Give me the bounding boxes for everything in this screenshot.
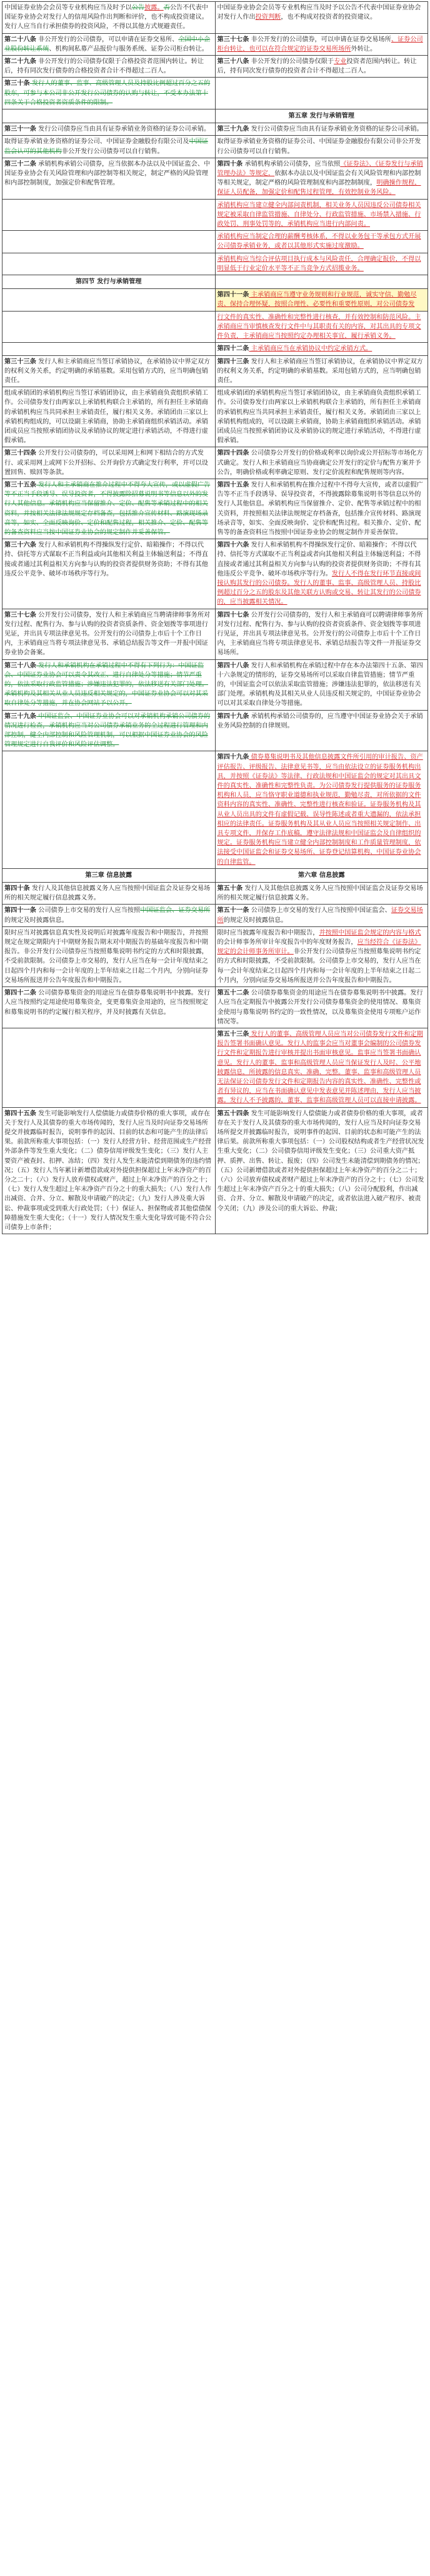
- article-number: 第五十三条: [217, 1030, 249, 1038]
- article-number: 第三十二条: [4, 160, 36, 168]
- table-row: [2, 355, 428, 387]
- new-text-cell: [215, 355, 428, 387]
- clause-text: 组成承销团的承销机构应当签订承销团协议，由主承销商负责组织承销工作。: [4, 390, 208, 407]
- clause-text: 前款所称重大事项包括：: [242, 1138, 313, 1146]
- article-number: 第三十三条: [4, 358, 36, 365]
- new-text-cell: [215, 343, 428, 355]
- clause-text: 投资者范围内转让。转让后，持有同次发行债券的投资者合计不得超过二百人。: [217, 58, 417, 75]
- clause-text: 限时应当对披露信息真实性及说明后对披露年度报告和中期报告，并按照规定在规定期限内于中期财务报告期末对中期报告的基础年度报告和中期报告。: [4, 929, 208, 956]
- clause-text: 公开发行公司债券的，发行人和主承销商可以聘请律师事务所对发行过程、配售行为、参与认购的投资者资质条件、资金划拨等事项进行见证，并出具专项法律意见书。公开发行的公司债券上市后十个工作日内，主承销商应当将专项法律意见书、承销总结报告等文件一并报证券交易场所。: [217, 611, 423, 657]
- clause-text: 公告: [131, 4, 145, 11]
- clause-text: 证券交易场所: [217, 907, 423, 924]
- new-text-cell: [215, 387, 428, 447]
- article-number: 第三十四条: [4, 450, 36, 457]
- old-text-cell: [2, 479, 216, 539]
- table-row: [2, 868, 428, 882]
- article-number: 第三十九条: [217, 126, 249, 133]
- article-number: 第五十一条: [217, 907, 249, 915]
- article-number: 第三十条: [4, 80, 30, 88]
- article-number: 第四十四条: [217, 450, 249, 457]
- table-row: [2, 1107, 428, 1234]
- new-text-cell: [215, 905, 428, 926]
- new-text-cell: [215, 136, 428, 158]
- clause-text: 发行人和承销机构在承销过程中不得有下列行为：中国证监会、中国证券业协会可以责令其改正、进行自律处分等措施；情节严重的，依法采取行政监管措施；涉嫌违法犯罪的，依法移送有关部门处理。承销机构及其相关从业人员违反相关规定的，中国证券业协会可以对其采取自律处分等措施，并在协会网站予以公开。: [4, 662, 208, 707]
- article-number: 第五十二条: [217, 990, 249, 997]
- clause-text: 明确操作规程，保证人员配备，加强定价和配售过程管理，有效控制业务风险。: [217, 180, 421, 196]
- regulation-comparison-table: [2, 1, 428, 1234]
- table-row: [2, 447, 428, 479]
- clause-text: 承销机构应当综合评估项目执行成本与风险责任，合理确定报价，不得以明显低于行业定价水平等不正当竞争方式招揽业务。: [217, 255, 421, 272]
- clause-text: 行文件的真实性、准确性和完整性进行核查，并有效控制和防范风险。主承销商应当审慎核查发行文件中与其职责有关的内容，对其出具的专项文件负责，主承销商应当按照约定办理相关事宜，履行承销义务。: [217, 313, 421, 340]
- old-text-cell: [2, 33, 216, 55]
- clause-text: 外转让。: [351, 45, 377, 53]
- article-number: 第三十六条: [4, 542, 36, 549]
- new-text-cell: [215, 1028, 428, 1107]
- clause-text: 非公开发行的公司债券，可以申请在证券交易所、: [36, 36, 179, 43]
- article-number: 第五十条: [217, 885, 243, 893]
- clause-text: 公司债券募集资金的用途应当在债券募集说明书中披露。发行人应当按照约定用途使用募集资金，变更募集资金用途的，应当按照规定和募集说明书的约定履行相关程序，并及时披露有关信息。: [4, 990, 211, 1016]
- old-text-cell: [2, 231, 216, 253]
- new-text-cell: [215, 659, 428, 710]
- table-row: [2, 926, 428, 986]
- old-text-cell: [2, 883, 216, 905]
- clause-text: 披露。: [144, 4, 164, 11]
- clause-text: （一）公司股权结构或者生产经营状况发生重大变化；（二）公司债券信用评级发生变化；（三）公司重大资产抵押、质押、出售、转让、报废；（四）公司发生未能清偿到期债务的情况；（五）公司新增借款或者对外提供担保超过上年末净资产的百分之二十；（六）公司放弃债权或者财产超过上年末净资产的百分之十；（七）公司发生超过上年末净资产百分之十的重大损失；（八）公司分配股利，作出减资、合并、分立、解散及申请破产的决定，或者依法进入破产程序、被责令关闭；（九）涉及公司的重大诉讼、仲裁；: [217, 1138, 424, 1212]
- table-row: [2, 539, 428, 609]
- clause-text: 非公开发行公司债券应当按照募集说明书约定的方式和时限披露，不受前款限制。公司债券上市交易的，发行人应当在每一会计年度结束之日起四个月内和每一会计年度的上半年结束之日起二个月内，分别向证券交易场所报送并公告年度报告和中期报告。: [217, 948, 421, 984]
- article-number: 第四十六条: [217, 542, 249, 549]
- old-text-cell: [2, 447, 216, 479]
- old-text-cell: [2, 609, 216, 659]
- old-text-cell: [2, 343, 216, 355]
- clause-text: 主承销商应当在承销协议中约定承销方式。: [249, 345, 372, 353]
- clause-text: 发行人和主承销商在推介过程中不得夸大宣传，或以虚假广告等不正当手段诱导、误导投资者，不得披露除招募说明书等信息以外的发行人其他信息。承销机构应当保留推介、定价、配售等承销过程中的相关资料，并按相关法律法规规定存档备查，包括推介宣传材料、路演现场录音等，如实、全面反映询价、定价和配售过程，相关推介、定价、配售等的备查资料应当按中国证券业协会的规定制作并妥善保管。: [4, 481, 211, 536]
- chapter-heading-new: 第六章 信息披露: [215, 868, 428, 882]
- clause-text: 发生可能影响发行人偿债能力或者债券价格的重大事项，或者存在关于发行人及其债券的重大市场传闻的，发行人应当及时向证券交易场所提交并披露临时报告，说明事件的起因、目前的状态和可能产生的法律后果。: [217, 1110, 423, 1146]
- clause-text: 中国证监会、中国证券业协会可以对承销机构承销公司债券的情况进行检查，承销机构应当对公司债券承销业务的全过程进行管理和内部控制，健全内部控制和风险管理机制，可以根据中国证券业协会的风险管理规定进行自我评价和风险评估调整。: [4, 712, 211, 749]
- clause-text: 限时应当披露年度报告和中期报告，: [217, 929, 319, 936]
- clause-text: 发行人及其他信息披露义务人应当按照中国证监会及证券交易场所的相关规定履行信息披露义务。: [4, 885, 211, 902]
- table-row: [2, 987, 428, 1028]
- table-row: [2, 199, 428, 231]
- table-row: [2, 33, 428, 55]
- clause-text: 发行人和主承销商应当签订承销协议，在承销协议中界定双方的权利义务关系，约定明确的承销基数。采用包销方式的，应当明确包销责任。: [217, 358, 423, 384]
- clause-text: 非公开发行公司债券可以自行销售。: [61, 148, 164, 155]
- article-number: 第四十一条: [4, 907, 36, 915]
- clause-text: 否: [163, 4, 170, 11]
- table-row: [2, 710, 428, 751]
- clause-text: 公告不代表中国证券业协会对发行人的信用风险作出判断和评价，也不构成投资建议。: [4, 4, 208, 21]
- clause-text: 、证券公司柜台转让，也可以在符合规定的证券交易所场所: [217, 36, 423, 53]
- old-text-cell: [2, 659, 216, 710]
- new-text-cell: [215, 2, 428, 34]
- clause-text: 公司债券发行由两家以上承销机构联合主承销的，所有担任主承销商的承销机构应当共同承担主承销责任，履行相关义务。承销团由三家以上承销机构组成的，可以设副主承销商，协助主承销商组织承销活动。承销团成员应当按照承销团协议及承销协议的规定进行承销活动，不得进行虚假承销。: [4, 399, 208, 445]
- new-text-cell: [215, 231, 428, 253]
- old-text-cell: [2, 905, 216, 926]
- article-number: 第三十七条: [217, 36, 249, 43]
- article-number: 第四十八条: [217, 662, 249, 669]
- table-row: [2, 275, 428, 289]
- table-row: [2, 751, 428, 868]
- article-number: 第二十九条: [4, 58, 36, 66]
- new-text-cell: [215, 289, 428, 311]
- table-row: [2, 109, 428, 123]
- clause-text: 承销机构承销公司债券的，应当遵守中国证券业协会关于承销业务风险控制的自律规则。: [217, 712, 423, 729]
- new-text-cell: [215, 158, 428, 199]
- table-row: [2, 1028, 428, 1107]
- clause-text: 前款所称重大事项包括：: [17, 1138, 88, 1146]
- new-text-cell: [215, 275, 428, 289]
- clause-text: 组成承销团的承销机构应当签订承销团协议，由主承销商负责组织承销工作。公司债券发行由两家以上承销机构联合主承销的，所有担任主承销商的承销机构应当共同承担主承销责任，履行相关义务。承销团由三家以上承销机构组成的，可以设副主承销商，协助主承销商组织承销活动。承销团成员应当按照承销团协议及承销协议的规定进行承销活动，不得进行虚假承销。: [217, 390, 421, 445]
- clause-text: 承销机构应当制定合理的薪酬考核体系，不得以业务包干等承包方式开展公司债券承销业务，或者以其他形式实施过度激励。: [217, 233, 421, 250]
- article-number: 第三十九条: [4, 712, 36, 720]
- clause-text: 发行人和承销机构不得操纵发行定价、暗箱操作；不得以代持、信托等方式谋取不正当利益或向其他相关利益主体输送利益；不得直接或者通过其利益相关方向参与认购的投资者提供财务资助；不得有其他违反公平竞争、破坏市场秩序等行为。: [4, 542, 208, 577]
- article-number: 第三十八条: [4, 662, 36, 669]
- new-text-cell: [215, 710, 428, 751]
- article-number: 第四十二条: [4, 990, 36, 997]
- old-text-cell: [2, 199, 216, 231]
- table-row: [2, 123, 428, 136]
- clause-text: 发行公司债券应当由具有证券承销业务资格的证券公司承销。: [36, 126, 211, 133]
- old-text-cell: [2, 78, 216, 109]
- new-text-cell: [215, 199, 428, 231]
- old-text-cell: [2, 355, 216, 387]
- clause-text: 中国证监会认可的其他机构: [4, 138, 208, 155]
- article-number: 第三十七条: [4, 611, 36, 619]
- table-row: [2, 387, 428, 447]
- new-text-cell: [215, 447, 428, 479]
- new-text-cell: [215, 311, 428, 343]
- old-text-cell: [2, 387, 216, 447]
- new-text-cell: [215, 78, 428, 109]
- old-text-cell: [2, 926, 216, 986]
- clause-text: 第四节 发行与承销管理: [76, 278, 142, 286]
- new-text-cell: [215, 479, 428, 539]
- article-number: 第四十一条: [217, 292, 249, 299]
- clause-text: 非公开发行公司债券应当按照募集说明书约定的方式和时限披露，不受前款限制。公司债券上市交易的，发行人应当在每一会计年度结束之日起四个月内和每一会计年度的上半年结束之日起二个月内，分别向证券交易场所报送并公告年度报告和中期报告。: [4, 948, 208, 984]
- table-row: [2, 253, 428, 275]
- new-text-cell: [215, 1107, 428, 1234]
- clause-text: 中国证券业协会会员等专业机构应当及时予以公告不代表中国证券业协会对发行人作出: [217, 4, 421, 21]
- clause-text: 的会计师事务所审计年度报告中的年度财务报告，: [217, 939, 358, 946]
- old-text-cell: [2, 158, 216, 199]
- article-number: 第四十七条: [217, 611, 249, 619]
- article-number: 第四十条: [4, 885, 30, 893]
- table-row: [2, 231, 428, 253]
- new-text-cell: [215, 56, 428, 78]
- old-text-cell: [2, 289, 216, 311]
- clause-text: 发行人和承销机构在推介过程中不得夸大宣传，或者以虚假广告等不正当手段诱导、误导投资者，不得披露除募集说明书等信息以外的发行人其他信息。承销机构应当保留推介、定价、配售等承销过程中的相关资料，并按照相关法律法规规定存档备查，包括推介宣传材料、路演现场录音等，如实、全面反映询价、定价和配售过程。相关推介、定价、配售等的备查资料应当按照中国证券业协会的规定制作并妥善保管。: [217, 481, 423, 536]
- table-row: [2, 56, 428, 78]
- table-row: [2, 289, 428, 311]
- clause-text: 中国证券业协会会员等专业机构应当及时予以: [4, 4, 132, 11]
- clause-text: 发行人不得在发行环节直接或间接认购其发行的公司债券。发行人的董事、监事、高级管理人员、持股比例超过百分之五的股东及其他关联方认购或交易、转让其发行的公司债券的，应当披露相关情况。: [217, 570, 421, 606]
- table-row: [2, 883, 428, 905]
- old-text-cell: [2, 2, 216, 34]
- clause-text: 取得证券承销业务资格的证券公司、中国证券金融股份有限公司及: [4, 138, 189, 146]
- old-text-cell: [2, 123, 216, 136]
- old-text-cell: [2, 710, 216, 751]
- article-number: 第四十二条: [217, 345, 249, 353]
- clause-text: 公司债券上市交易的发行人应当按照: [36, 907, 141, 915]
- article-number: 第三十八条: [217, 58, 249, 66]
- clause-text: 发行人的董事、监事、高级管理人员及持股比例超过百分之五的股东，可参与本公司非公开发行公司债券的认购与转让，不受本办法第十四条关于合格投资者资质条件的限制。: [4, 80, 211, 106]
- new-text-cell: [215, 33, 428, 55]
- table-row: [2, 659, 428, 710]
- chapter-heading-old: 第三章 信息披露: [2, 868, 216, 882]
- clause-text: ，也不构成对投资者的投资建议。: [281, 14, 377, 21]
- clause-text: 发行人的董事、高级管理人员应当对公司债券发行文件和定期报告签署书面确认意见。发行人的监事会应当对董事会编制的公司债券发行文件和定期报告进行审核并提出书面审核意见。监事应当签署书面确认意见。发行人的董事、监事和高级管理人员应当保证发行人及时、公平地披露信息，所披露的信息真实、准确、完整。董事、监事和高级管理人员无法保证公司债券发行文件和定期报告内容的真实性、准确性、完整性或者有异议的，应当在书面确认意见中发表意见并陈述理由，发行人应当披露。发行人不予披露的，董事、监事和高级管理人员可以直接申请披露。: [217, 1030, 423, 1105]
- clause-text: 承销机构承销公司债券，应当依照: [242, 160, 341, 168]
- old-text-cell: [2, 987, 216, 1028]
- table-row: [2, 2, 428, 34]
- old-text-cell: [2, 275, 216, 289]
- article-number: 第四十五条: [217, 481, 249, 489]
- table-row: [2, 905, 428, 926]
- clause-text: 的规定及时披露信息。: [223, 916, 288, 924]
- new-text-cell: [215, 926, 428, 986]
- article-number: 第二十八条: [4, 36, 36, 43]
- new-text-cell: [215, 539, 428, 609]
- chapter-heading-new: 第五章 发行与承销管理: [215, 109, 428, 123]
- old-text-cell: [2, 136, 216, 158]
- clause-text: （一）发行人经营方针、经营范围或生产经营外部条件等发生重大变化；（二）债券信用评级发生变化；（三）发行人主要资产被查封、扣押、冻结；（四）发行人发生未能清偿到期债务的违约情况；（五）发行人当年累计新增借款或对外提供担保超过上年末净资产的百分之二十；（六）发行人放弃债权或财产，超过上年末净资产的百分之十；（七）发行人发生超过上年末净资产百分之十的重大损失；（八）发行人作出减资、合并、分立、解散及申请破产的决定；（九）发行人涉及重大诉讼、仲裁事项或受到重大行政处罚；（十）保证人、担保物或者其他偿债保障措施发生重大变化；（十一）发行人情况发生重大变化导致可能不符合公司债券上市条件；: [4, 1138, 212, 1231]
- clause-text: 发行人和承销机构不得操纵发行定价、暗箱操作；不得以代持、信托等方式谋取不正当利益或者向其他相关利益主体输送利益；不得直接或者通过其利益相关方向参与认购的投资者提供财务资助；不得有其他违反公平竞争、破坏市场秩序等行为。: [217, 542, 421, 577]
- clause-text: 债券募集说明书及其他信息披露文件所引用的审计报告、资产评估报告、评级报告、法律意见书等，应当由依法设立的证券服务机构出具，并按照《证券法》等法律、行政法规和中国证监会的规定对其出具文件的真实性、准确性和完整性负责。为公司债券发行提供服务的证券服务机构和人员，应当恪守职业道德和执业规范，勤勉尽责，对所依据的文件资料内容的真实性、准确性、完整性进行核查和验证。证券服务机构及其从业人员出具的文件有虚假记载、误导性陈述或者重大遗漏的，依法承担相应的法律责任。证券服务机构及其从业人员应当按照相关规定制作、出具专项文件，并保存工作底稿，遵守法律法规和中国证监会及自律组织的规定。证券服务机构应当建立健全内部控制制度和工作质量管理制度，依法接受中国证监会和证券交易场所、证券登记结算机构、中国证券业协会的自律监管。: [217, 754, 423, 866]
- clause-text: 公司债券公开发行的价格或利率以询价或公开招标等市场化方式确定。发行人和主承销商应当协商确定公开发行的定价与配售方案并予公告，明确价格或利率确定原则、发行定价流程和配售规则等内容。: [217, 450, 423, 476]
- clause-text: 发行人应当自行承担债券的投资风险，不得以其他方式规避责任。: [4, 23, 189, 31]
- clause-text: 并按照中国证监会规定的内容与格式: [319, 929, 421, 936]
- new-text-cell: [215, 883, 428, 905]
- clause-text: 、机构间私募产品报价与服务系统、证券公司柜台转让。: [49, 45, 208, 53]
- clause-text: 专业: [334, 58, 347, 66]
- article-number: 第四十五条: [4, 1110, 36, 1117]
- clause-text: 发行人和主承销商应当签订承销协议，在承销协议中界定双方的权利义务关系，约定明确的承销基数。采用包销方式的，应当明确包销责任。: [4, 358, 211, 384]
- new-text-cell: [215, 987, 428, 1028]
- old-text-cell: [2, 1028, 216, 1107]
- old-text-cell: [2, 751, 216, 868]
- clause-text: 取得证券承销业务资格的证券公司、中国证券金融股份有限公司非公开发行公司债券可以自行销售。: [217, 138, 421, 155]
- new-text-cell: [215, 751, 428, 868]
- chapter-heading-old: [2, 109, 216, 123]
- clause-text: 公司债券募集资金的用途应当在债券募集说明书中披露。发行人应当在定期报告中披露公开发行公司债券募集资金的使用情况、募集资金使用与募集说明书约定的一致性情况，以及募集资金使用专项账户运作情况等。: [217, 990, 423, 1025]
- table-row: [2, 311, 428, 343]
- clause-text: 发行人及其他信息披露义务人应当按照中国证监会及证券交易场所的相关规定履行信息披露义务。: [217, 885, 423, 902]
- clause-text: 应当经符合《证券法》规定的会计师事务所审计。: [217, 939, 421, 956]
- table-row: [2, 343, 428, 355]
- clause-text: 公开发行公司债券的，可以采用网上和网下相结合的方式发行、或采用网上或网下公开招标、公开询价方式确定发行利率，并可以设置回售、赎回等条款。: [4, 450, 208, 476]
- table-row: [2, 136, 428, 158]
- old-text-cell: [2, 1107, 216, 1234]
- clause-text: 公开发行公司债券，发行人和主承销商应当聘请律师事务所对发行过程、配售行为、参与认购的投资者资质条件、资金划拨等事项进行见证，并出具专项法律意见书。公开发行的公司债券上市后十个工作日内，主承销商应当将专项法律意见书、承销总结报告等文件一并报中国证券业协会备案。: [4, 611, 211, 657]
- clause-text: 依据本办法以及中国证监会有关风险管理和内部控制等相关规定，制定严格的风险管理制度和内部控制制度，: [217, 170, 421, 187]
- clause-text: 发行公司债券应当由具有证券承销业务资格的证券公司承销。: [249, 126, 423, 133]
- article-number: 第四十九条: [217, 712, 249, 720]
- clause-text: 承销机构承销公司债券，应当依据本办法以及中国证监会、中国证券业协会有关风险管理和内部控制等相关规定，制定严格的风险管理和内部控制制度，加强定价和配售管理。: [4, 160, 211, 187]
- table-row: [2, 609, 428, 659]
- clause-text: 全国中小企业股份转让系统: [4, 36, 211, 53]
- clause-text: 投资判断: [255, 14, 281, 21]
- clause-text: 发生可能影响发行人偿债能力或债券价格的重大事项，或存在关于发行人及其债券的重大市场传闻的，发行人应当及时向证券交易场所提交并披露临时报告，说明事件的起因、目前的状态和可能产生的法律后果。: [4, 1110, 211, 1146]
- new-text-cell: [215, 609, 428, 659]
- new-text-cell: [215, 253, 428, 275]
- table-row: [2, 158, 428, 199]
- table-row: [2, 78, 428, 109]
- clause-text: 的规定及时披露信息。: [4, 916, 68, 924]
- article-number: 第四十三条: [217, 358, 249, 365]
- new-text-cell: [215, 123, 428, 136]
- old-text-cell: [2, 56, 216, 78]
- clause-text: 中国证监会、证券交易所: [140, 907, 211, 915]
- article-number: 第三十一条: [4, 126, 36, 133]
- article-number: 第五十四条: [217, 1110, 249, 1117]
- clause-text: 非公开发行的公司债券仅限于: [249, 58, 334, 66]
- article-number: 第四十九条: [217, 754, 249, 761]
- clause-text: 承销机构应当建立健全内部问责机制，相关业务人员因违反公司债券相关规定被采取自律监管措施、自律处分、行政监管措施、市场禁入措施、行政处罚、刑事处罚等的，承销机构应当进行内部问责。: [217, 201, 421, 228]
- clause-text: 非公开发行的公司债券，可以申请在证券交易场所: [249, 36, 391, 43]
- clause-text: 《证券法》、《证券发行与承销管理办法》等规定，: [217, 160, 423, 178]
- clause-text: 公司债券上市交易的发行人应当按照中国证监会、: [249, 907, 391, 915]
- old-text-cell: [2, 311, 216, 343]
- old-text-cell: [2, 253, 216, 275]
- clause-text: 发行人和承销机构在承销过程中存在本办法第四十五条、第四十六条规定的情形的，证券交易场所可以采取自律监管措施；情节严重的，中国证监会可以依法采取监管措施；涉嫌违法犯罪的，依法移送有关部门处理。承销机构及其相关从业人员违反相关规定的，中国证券业协会可以对其采取自律处分等措施。: [217, 662, 423, 707]
- table-row: [2, 479, 428, 539]
- article-number: 第三十五条: [4, 481, 36, 489]
- clause-text: 非公开发行的公司债券仅限于合格投资者范围内转让。转让后，持有同次发行债券的合格投资者合计不得超过二百人。: [4, 58, 204, 75]
- old-text-cell: [2, 539, 216, 609]
- article-number: 第四十条: [217, 160, 243, 168]
- clause-text: 主承销商应当遵守业务规则和行业规范，诚实守信、勤勉尽责、保持合理怀疑，按照合理性、必要性和重要性原则，对公司债券发: [217, 292, 417, 308]
